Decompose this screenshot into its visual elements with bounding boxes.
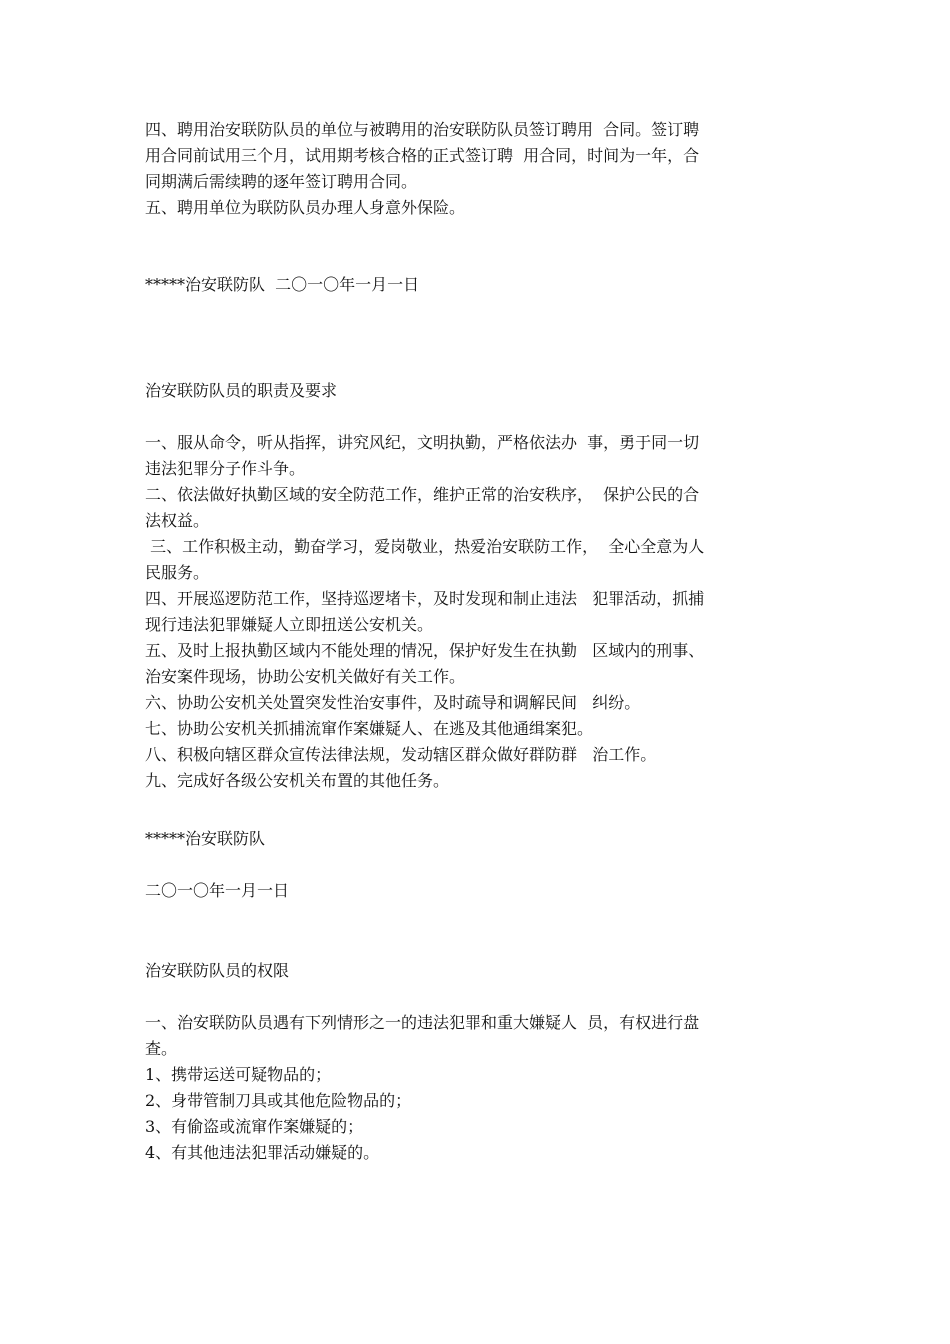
duties-line-9: 五、及时上报执勤区域内不能处理的情况，保护好发生在执勤 区域内的刑事、 (145, 641, 705, 660)
duties-line-1: 一、服从命令，听从指挥，讲究风纪，文明执勤，严格依法办 事，勇于同一切 (145, 433, 700, 452)
duties-title: 治安联防队员的职责及要求 (145, 381, 338, 400)
duties-line-11: 六、协助公安机关处置突发性治安事件，及时疏导和调解民间 纠纷。 (145, 693, 641, 712)
duties-line-10: 治安案件现场，协助公安机关做好有关工作。 (145, 667, 466, 686)
powers-line-2: 查。 (145, 1039, 178, 1058)
duties-line-7: 四、开展巡逻防范工作，坚持巡逻堵卡，及时发现和制止违法 犯罪活动，抓捕 (145, 589, 705, 608)
duties-line-14: 九、完成好各级公安机关布置的其他任务。 (145, 771, 450, 790)
powers-line-5: 3、有偷盗或流窜作案嫌疑的； (145, 1117, 364, 1136)
duties-signature-date: 二〇一〇年一月一日 (145, 881, 290, 900)
hiring-paragraph-4-line-1: 四、聘用治安联防队员的单位与被聘用的治安联防队员签订聘用 合同。签订聘 (145, 120, 700, 139)
duties-line-2: 违法犯罪分子作斗争。 (145, 459, 306, 478)
duties-signature-org: *****治安联防队 (145, 829, 266, 848)
powers-line-6: 4、有其他违法犯罪活动嫌疑的。 (145, 1143, 380, 1162)
hiring-paragraph-4-line-3: 同期满后需续聘的逐年签订聘用合同。 (145, 172, 418, 191)
duties-line-4: 法权益。 (145, 511, 210, 530)
hiring-paragraph-4-line-2: 用合同前试用三个月，试用期考核合格的正式签订聘 用合同，时间为一年，合 (145, 146, 700, 165)
duties-line-12: 七、协助公安机关抓捕流窜作案嫌疑人、在逃及其他通缉案犯。 (145, 719, 594, 738)
duties-line-13: 八、积极向辖区群众宣传法律法规，发动辖区群众做好群防群 治工作。 (145, 745, 657, 764)
duties-line-3: 二、依法做好执勤区域的安全防范工作，维护正常的治安秩序， 保护公民的合 (145, 485, 700, 504)
powers-line-4: 2、身带管制刀具或其他危险物品的； (145, 1091, 412, 1110)
powers-line-3: 1、携带运送可疑物品的； (145, 1065, 332, 1084)
duties-line-5: 三、工作积极主动，勤奋学习，爱岗敬业，热爱治安联防工作， 全心全意为人 (145, 537, 705, 556)
powers-line-1: 一、治安联防队员遇有下列情形之一的违法犯罪和重大嫌疑人 员，有权进行盘 (145, 1013, 700, 1032)
powers-title: 治安联防队员的权限 (145, 961, 290, 980)
hiring-paragraph-5: 五、聘用单位为联防队员办理人身意外保险。 (145, 198, 466, 217)
duties-line-8: 现行违法犯罪嫌疑人立即扭送公安机关。 (145, 615, 434, 634)
duties-line-6: 民服务。 (145, 563, 210, 582)
hiring-signature: *****治安联防队 二〇一〇年一月一日 (145, 275, 420, 294)
